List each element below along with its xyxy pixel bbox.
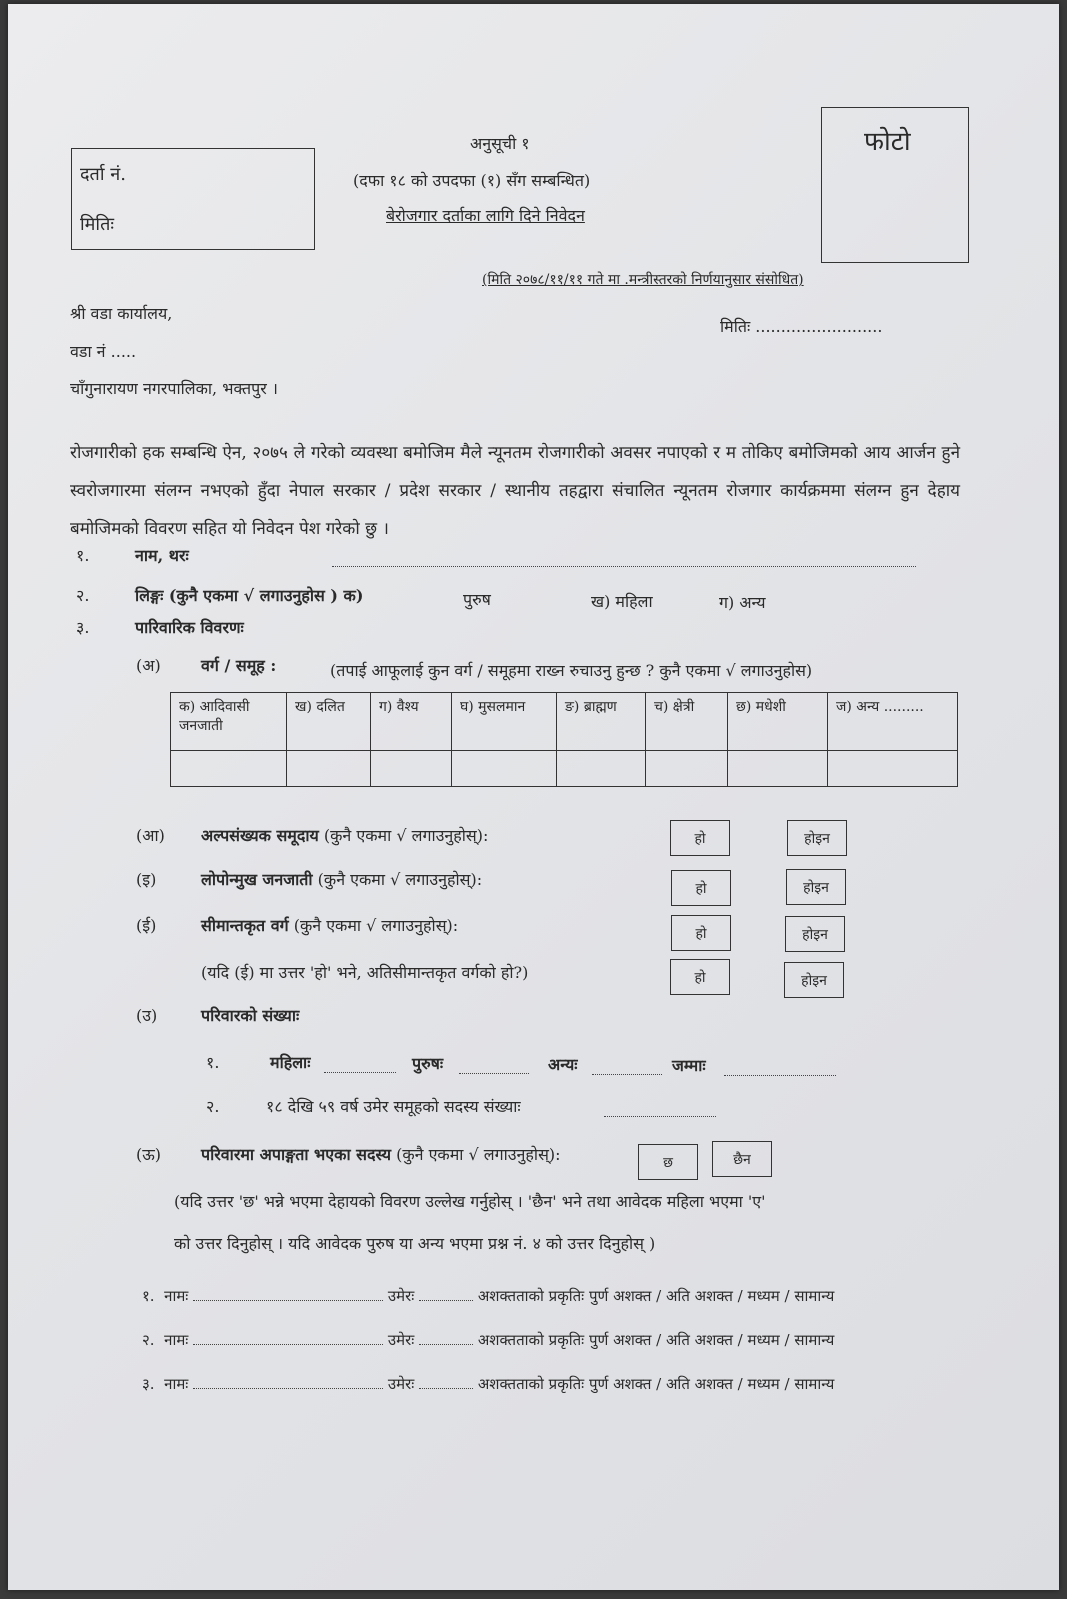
disabled-member-row: २. नामः उमेरः अशक्तताको प्रकृतिः पुर्ण अशक्त / अति अशक्त / मध्यम / सामान्य — [142, 1331, 835, 1349]
category-header: ग) वैश्य — [371, 693, 452, 751]
category-check-cell[interactable] — [452, 751, 557, 787]
gender-option-male[interactable]: पुरुष — [463, 590, 491, 609]
disability-question: परिवारमा अपाङ्गता भएका सदस्य (कुनै एकमा √ लगाउनुहोस्): — [201, 1145, 561, 1164]
category-header: ख) दलित — [287, 693, 371, 751]
category-header: घ) मुसलमान — [452, 693, 557, 751]
other-count-label: अन्यः — [548, 1055, 578, 1074]
category-header: क) आदिवासी जनजाती — [171, 693, 287, 751]
marginalized-no-box[interactable]: होइन — [785, 916, 845, 952]
family-count-row-1-number: १. — [206, 1053, 220, 1072]
schedule-number: अनुसूची १ — [470, 134, 530, 153]
endangered-no-box[interactable]: होइन — [786, 869, 846, 905]
application-date-label: मितिः ......................... — [720, 317, 883, 336]
male-count-label: पुरुषः — [412, 1054, 444, 1073]
family-details-label: पारिवारिक विवरणः — [135, 618, 244, 637]
question-marker: (इ) — [136, 870, 157, 889]
total-count-label: जम्माः — [672, 1056, 706, 1075]
item-2-number: २. — [76, 586, 90, 605]
intro-paragraph: रोजगारीको हक सम्बन्धि ऐन, २०७५ ले गरेको व्यवस्था बमोजिम मैले न्यूनतम रोजगारीको अवसर नपाएको र म तोकिए बमोजिमको आय आर्जन हुने स्वरोजगारमा संलग्न नभएको हुँदा नेपाल सरकार / प्रदेश सरकार / स्थानीय तहद्वारा संचालित न्यूनतम रोजगार कार्यक्रममा संलग्न हुन देहाय बमोजिमको विवरण सहित यो निवेदन पेश गरेको छु । — [70, 443, 960, 539]
member-name-field[interactable] — [193, 1375, 383, 1390]
disability-instruction-line-2: को उत्तर दिनुहोस् । यदि आवेदक पुरुष या अन्य भएमा प्रश्न नं. ४ को उत्तर दिनुहोस् ) — [174, 1234, 656, 1253]
family-count-marker: (उ) — [136, 1006, 158, 1025]
category-check-cell[interactable] — [557, 751, 646, 787]
category-check-cell[interactable] — [171, 751, 287, 787]
minority-yes-box[interactable]: हो — [670, 820, 730, 856]
highly-marginalized-question: (यदि (ई) मा उत्तर 'हो' भने, अतिसीमान्तकृत वर्गको हो?) — [201, 963, 529, 982]
address-line-ward: वडा नं ..... — [70, 342, 137, 361]
registration-number-label: दर्ता नं. — [80, 164, 126, 185]
category-header: ज) अन्य ......... — [828, 693, 958, 751]
registration-date-label: मितिः — [80, 214, 114, 235]
disability-instruction-line-1: (यदि उत्तर 'छ' भन्ने भएमा देहायको विवरण उल्लेख गर्नुहोस् । 'छैन' भने तथा आवेदक महिला भएमा 'ए' — [174, 1192, 766, 1211]
working-age-count-field[interactable] — [604, 1102, 716, 1121]
category-check-cell[interactable] — [287, 751, 371, 787]
name-field[interactable] — [332, 552, 916, 571]
item-3-number: ३. — [76, 618, 90, 637]
disability-nature-options[interactable]: पुर्ण अशक्त / अति अशक्त / मध्यम / सामान्य — [589, 1375, 835, 1393]
group-label: वर्ग / समूह : — [201, 656, 277, 675]
other-count-field[interactable] — [592, 1060, 662, 1079]
endangered-yes-box[interactable]: हो — [671, 870, 731, 906]
highly-marginalized-yes-box[interactable]: हो — [670, 959, 730, 995]
disability-marker: (ऊ) — [136, 1145, 162, 1164]
name-label: नाम, थरः — [135, 546, 189, 565]
question-marker: (ई) — [136, 916, 157, 935]
male-count-field[interactable] — [459, 1059, 529, 1078]
minority-no-box[interactable]: होइन — [787, 820, 847, 856]
gender-option-other[interactable]: ग) अन्य — [719, 593, 766, 612]
marginalized-question: सीमान्तकृत वर्ग (कुनै एकमा √ लगाउनुहोस्): — [201, 916, 459, 935]
family-count-row-2-number: २. — [206, 1097, 220, 1116]
category-check-cell[interactable] — [646, 751, 728, 787]
member-name-field[interactable] — [193, 1287, 383, 1302]
member-name-field[interactable] — [193, 1331, 383, 1346]
category-check-cell[interactable] — [728, 751, 828, 787]
disabled-member-row: १. नामः उमेरः अशक्तताको प्रकृतिः पुर्ण अशक्त / अति अशक्त / मध्यम / सामान्य — [142, 1287, 835, 1305]
minority-question: अल्पसंख्यक समूदाय (कुनै एकमा √ लगाउनुहोस्): — [201, 826, 489, 845]
group-marker: (अ) — [136, 656, 161, 675]
disability-nature-options[interactable]: पुर्ण अशक्त / अति अशक्त / मध्यम / सामान्य — [589, 1287, 835, 1305]
category-check-cell[interactable] — [828, 751, 958, 787]
total-count-field[interactable] — [724, 1061, 836, 1080]
highly-marginalized-no-box[interactable]: होइन — [784, 962, 844, 998]
gender-label: लिङ्गः (कुनै एकमा √ लगाउनुहोस ) क) — [135, 586, 364, 605]
category-header: ङ) ब्राह्मण — [557, 693, 646, 751]
working-age-label: १८ देखि ५९ वर्ष उमेर समूहको सदस्य संख्याः — [266, 1097, 521, 1116]
form-title: बेरोजगार दर्ताका लागि दिने निवेदन — [386, 206, 585, 225]
item-1-number: १. — [76, 546, 90, 565]
endangered-question: लोपोन्मुख जनजाती (कुनै एकमा √ लगाउनुहोस्): — [201, 870, 483, 889]
disability-no-box[interactable]: छैन — [712, 1141, 772, 1177]
disabled-member-row: ३. नामः उमेरः अशक्तताको प्रकृतिः पुर्ण अशक्त / अति अशक्त / मध्यम / सामान्य — [142, 1375, 835, 1393]
disability-nature-options[interactable]: पुर्ण अशक्त / अति अशक्त / मध्यम / सामान्य — [589, 1331, 835, 1349]
category-header: च) क्षेत्री — [646, 693, 728, 751]
member-age-field[interactable] — [419, 1287, 473, 1302]
member-age-field[interactable] — [419, 1331, 473, 1346]
amendment-note: (मिति २०७८/११/११ गते मा .मन्त्रीस्तरको निर्णयानुसार संसोधित) — [482, 272, 804, 288]
caste-group-table — [170, 692, 958, 787]
section-reference: (दफा १८ को उपदफा (१) सँग सम्बन्धित) — [353, 171, 591, 190]
address-line-municipality: चाँगुनारायण नगरपालिका, भक्तपुर । — [70, 379, 278, 398]
female-count-label: महिलाः — [270, 1053, 311, 1072]
category-header: छ) मधेशी — [728, 693, 828, 751]
marginalized-yes-box[interactable]: हो — [671, 915, 731, 951]
address-line-office: श्री वडा कार्यालय, — [70, 304, 173, 323]
photo-label: फोटो — [864, 127, 911, 157]
category-check-cell[interactable] — [371, 751, 452, 787]
gender-option-female[interactable]: ख) महिला — [591, 592, 653, 611]
family-count-label: परिवारको संख्याः — [201, 1006, 300, 1025]
group-note: (तपाई आफूलाई कुन वर्ग / समूहमा राख्न रुचाउनु हुन्छ ? कुनै एकमा √ लगाउनुहोस) — [330, 661, 813, 680]
member-age-field[interactable] — [419, 1375, 473, 1390]
form-page — [8, 4, 1059, 1590]
question-marker: (आ) — [136, 826, 165, 845]
female-count-field[interactable] — [324, 1058, 396, 1077]
disability-yes-box[interactable]: छ — [638, 1144, 698, 1180]
